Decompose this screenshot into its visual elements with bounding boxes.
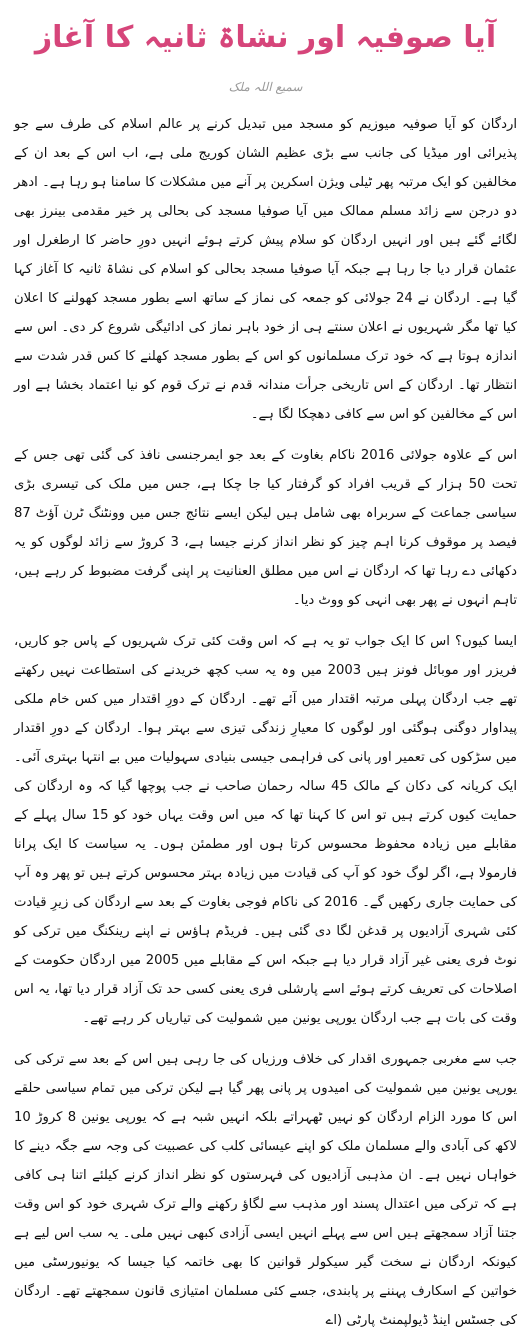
article-body [14,110,517,1335]
article-paragraph: جب سے مغربی جمہوری اقدار کی خلاف ورزیاں کی جا رہی ہیں اس کے بعد سے ترکی کی یورپی یونین میں شمولیت کی امیدوں پر پانی پھر گیا ہے لیکن ترکی میں تمام سیاسی حلقے اس کا مورد الزام اردگان کو نہیں ٹھہراتے بلکہ انہیں شبہ ہے کہ یورپی یونین 8 کروڑ 10 لاکھ کی آبادی والے مسلمان ملک کو اپنے عیسائی کلب کی عصبیت کی وجہ سے جگہ دینے کا خواہاں نہیں ہے۔ ان مذہبی آزادیوں کی فہرستوں کو نظر انداز کرنے کیلئے اتنا ہی کافی ہے کہ ترکی میں اعتدال پسند اور مذہب سے لگاؤ رکھنے والے ترک شہری خود کو اس وقت جتنا آزاد سمجھتے ہیں اس سے پہلے انہیں ایسی آزادی کبھی نہیں ملی۔ یہ سب اس لیے ہے کیونکہ اردگان نے سخت گیر سیکولر قوانین کا بھی خاتمہ کیا جیسا کہ یونیورسٹی میں خواتین کے اسکارف پہننے پر پابندی، جسے کئی مسلمان امتیازی قانون سمجھتے تھے۔ اردگان کی جسٹس اینڈ ڈیولپمنٹ پارٹی (اے [14,1052,517,1328]
article-paragraph: ایسا کیوں؟ اس کا ایک جواب تو یہ ہے کہ اس وقت کئی ترک شہریوں کے پاس جو کاریں، فریزر اور موبائل فونز ہیں 2003 میں وہ یہ سب کچھ خریدنے کی استطاعت نہیں رکھتے تھے جب اردگان پہلی مرتبہ اقتدار میں آئے تھے۔ اردگان کے دورِ اقتدار میں کس خام ملکی پیداوار دوگنی ہوگئی اور لوگوں کا معیارِ زندگی تیزی سے بہتر ہوا۔ اردگان کے دورِ اقتدار میں سڑکوں کی تعمیر اور پانی کی فراہمی جیسی بنیادی سہولیات میں بے انتہا بہتری آئی۔ ایک کریانہ کی دکان کے مالک 45 سالہ رحمان صاحب نے جب پوچھا گیا کہ وہ اردگان کی حمایت کیوں کرتے ہیں تو اس کا کہنا تھا کہ میں اس وقت یہاں خود کو 15 سال پہلے کے مقابلے میں زیادہ محفوظ محسوس کرتا ہوں اور مطمئن ہوں۔ یہ سیاست کا ایک پرانا فارمولا ہے، اگر لوگ خود کو آپ کی قیادت میں زیادہ بہتر محسوس کرتے ہیں تو پھر وہ آپ کی حمایت جاری رکھیں گے۔ 2016 کی ناکام فوجی بغاوت کے بعد سے اردگان کی زیرِ قیادت کئی شہری آزادیوں پر قدغن لگا دی گئی ہیں۔ فریڈم ہاؤس نے اپنے رینکنگ میں ترکی کو نوٹ فری یعنی غیر آزاد قرار دیا ہے جبکہ اس کے مقابلے میں 2005 میں اردگان حکومت کے اصلاحات کی تعریف کرتے ہوئے اسے پارشلی فری یعنی کسی حد تک آزاد قرار دیا تھا، یہ اس وقت کی بات ہے جب اردگان یورپی یونین میں شمولیت کی تیاریاں کر رہے تھے۔ [14,634,518,1026]
article-title: آیا صوفیہ اور نشاۃ ثانیہ کا آغاز [34,20,497,55]
article-paragraph: اس کے علاوہ جولائی 2016 ناکام بغاوت کے بعد جو ایمرجنسی نافذ کی گئی تھی جس کے تحت 50 ہزار کے قریب افراد کو گرفتار کیا جا چکا ہے، جس میں ملک کی تیسری بڑی سیاسی جماعت کے سربراہ بھی شامل ہیں لیکن ایسے نتائج جس میں وونٹنگ ٹرن آؤٹ 87 فیصد پر موقوف کرنا اہم چیز کو نظر انداز کرنے جیسا ہے، 3 کروڑ سے زائد لوگوں کو یہ دکھائی دے رہا تھا کہ اردگان نے اس میں مطلق العنانیت پر اپنی گرفت مضبوط کر رہے ہیں، تاہم انہوں نے پھر بھی انہی کو ووٹ دیا۔ [14,448,517,608]
article-paragraph: اردگان کو آیا صوفیہ میوزیم کو مسجد میں تبدیل کرنے پر عالم اسلام کی طرف سے جو پذیرائی اور میڈیا کی جانب سے بڑی عظیم الشان کوریج ملی ہے، اب اس کے بعد ان کے مخالفین کو ایک مرتبہ پھر ٹیلی ویژن اسکرین پر آنے میں مشکلات کا سامنا ہو رہا ہے۔ ادھر دو درجن سے زائد مسلم ممالک میں آیا صوفیا مسجد کی بحالی پر خیر مقدمی بینرز بھی لگائے گئے ہیں اور انہیں اردگان کو سلام پیش کرتے ہوئے انہیں دورِ حاضر کا ارطغرل اور عثمان قرار دیا جا رہا ہے جبکہ آیا صوفیا مسجد بحالی کو اسلام کی نشاۃ ثانیہ کا آغاز کہا گیا ہے۔ اردگان نے 24 جولائی کو جمعہ کی نماز کے ساتھ اسے بطور مسجد کھولنے کا اعلان کیا تھا مگر شہریوں نے اعلان سنتے ہی از خود باہر نماز کی ادائیگی شروع کر دی۔ اس سے اندازہ ہوتا ہے کہ خود ترک مسلمانوں کو اس کے بطور مسجد کھلنے کا کس قدر شدت سے انتظار تھا۔ اردگان کے اس تاریخی جرأت مندانہ قدم نے ترک قوم کو نیا اعتماد بخشا ہے اور اس کے مخالفین کو اس سے کافی دھچکا لگا ہے۔ [14,117,517,422]
author-byline: سمیع اللہ ملک [228,80,303,94]
